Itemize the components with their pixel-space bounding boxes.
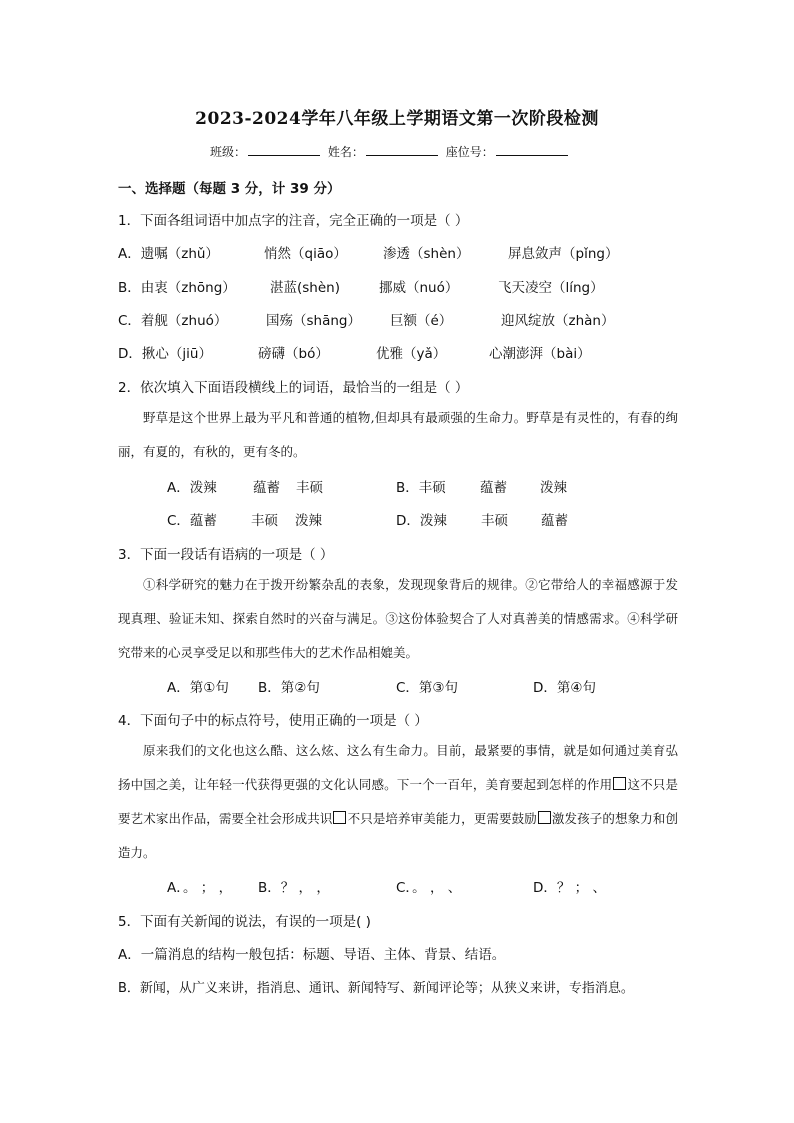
q2-b-3: 泼辣 <box>540 480 567 496</box>
q4-passage-d: 激发孩子的想象力和创造力。 <box>118 811 678 860</box>
q1-c-3: 巨额（é） <box>390 313 453 329</box>
q1-d-1: D．揪心（jiū） <box>118 346 212 362</box>
q2-c-1: C．蕴蓄 <box>167 513 217 529</box>
q1-a-3: 渗透（shèn） <box>383 246 470 262</box>
q1-a-1: A．遗嘱（zhǔ） <box>118 246 219 262</box>
name-label: 姓名： <box>327 145 364 159</box>
q2-d-3: 蕴蓄 <box>541 513 568 529</box>
q1-a-4: 屏息敛声（pǐng） <box>508 246 619 262</box>
name-blank[interactable] <box>366 143 438 156</box>
q4-passage-c: 不只是培养审美能力，更需要鼓励 <box>347 811 537 826</box>
class-label: 班级： <box>210 145 247 159</box>
q1-b-1: B．由衷（zhōng） <box>118 280 236 296</box>
q3-passage <box>118 568 678 670</box>
q1-d-2: 磅礴（bó） <box>258 346 329 362</box>
q2-passage-text: 野草是这个世界上最为平凡和普通的植物,但却具有最顽强的生命力。野草是有灵性的，有春的绚丽，有夏的，有秋的，更有冬的。 <box>118 410 678 459</box>
blank-box-icon <box>613 777 626 790</box>
q1-c-4: 迎风绽放（zhàn） <box>501 313 615 329</box>
q2-d-1: D．泼辣 <box>396 513 447 529</box>
section-heading: 一、选择题（每题 3 分，计 39 分） <box>118 181 341 197</box>
q2-d-2: 丰硕 <box>481 513 508 529</box>
q1-d-3: 优雅（yǎ） <box>376 346 447 362</box>
q4-stem: 4．下面句子中的标点符号，使用正确的一项是（ ） <box>118 713 428 729</box>
q3-option-c: C．第③句 <box>396 680 459 696</box>
q2-c-3: 泼辣 <box>295 513 322 529</box>
q5-option-a: A．一篇消息的结构一般包括：标题、导语、主体、背景、结语。 <box>118 947 506 963</box>
q4-option-b: B．？ ， ， <box>258 880 330 896</box>
student-info-line <box>210 143 572 160</box>
class-blank[interactable] <box>248 143 320 156</box>
q4-passage <box>118 734 678 870</box>
q3-passage-text: ①科学研究的魅力在于拨开纷繁杂乱的表象，发现现象背后的规律。②它带给人的幸福感源于发现真理、验证未知、探索自然时的兴奋与满足。③这份体验契合了人对真善美的情感需求。④科学研究带来的心灵享受足以和那些伟大的艺术作品相媲美。 <box>118 577 678 660</box>
q1-c-1: C．着舰（zhuó） <box>118 313 228 329</box>
q2-passage <box>118 401 678 469</box>
q3-stem: 3．下面一段话有语病的一项是（ ） <box>118 547 334 563</box>
q2-b-1: B．丰硕 <box>396 480 446 496</box>
q5-option-b: B．新闻，从广义来讲，指消息、通讯、新闻特写、新闻评论等；从狭义来讲，专指消息。 <box>118 981 634 996</box>
q2-a-3: 丰硕 <box>296 480 323 496</box>
q2-stem: 2．依次填入下面语段横线上的词语，最恰当的一组是（ ） <box>118 380 469 396</box>
q1-d-4: 心潮澎湃（bài） <box>489 346 591 362</box>
blank-box-icon <box>538 811 551 824</box>
q3-option-b: B．第②句 <box>258 680 320 696</box>
seat-blank[interactable] <box>496 143 568 156</box>
q1-a-2: 悄然（qiāo） <box>264 246 347 262</box>
q2-a-2: 蕴蓄 <box>253 480 280 496</box>
seat-label: 座位号： <box>445 145 494 159</box>
q1-b-2: 湛蓝(shèn) <box>270 280 340 296</box>
q1-c-2: 国殇（shāng） <box>266 313 361 329</box>
q3-option-d: D．第④句 <box>533 680 596 696</box>
q5-stem: 5．下面有关新闻的说法，有误的一项是( ) <box>118 914 371 930</box>
q2-b-2: 蕴蓄 <box>480 480 507 496</box>
q4-passage-a: 原来我们的文化也这么酷、这么炫、这么有生命力。目前，最紧要的事情，就是如何通过美育弘扬中国之美，让年轻一代获得更强的文化认同感。下一个一百年，美育要起到怎样的作用 <box>118 743 678 792</box>
q2-a-1: A．泼辣 <box>167 480 217 496</box>
q4-option-c: C．。 ， 、 <box>396 880 462 896</box>
q4-passage-b: 这不只是要艺术家出作品，需要全社会形成共识 <box>118 777 678 826</box>
q3-option-a: A．第①句 <box>167 680 229 696</box>
q4-option-a: A．。 ； ， <box>167 880 233 896</box>
q4-option-d: D．？ ； 、 <box>533 880 606 896</box>
q4-passage-text <box>118 734 678 870</box>
q2-c-2: 丰硕 <box>251 513 278 529</box>
q1-stem: 1．下面各组词语中加点字的注音，完全正确的一项是（ ） <box>118 213 469 229</box>
blank-box-icon <box>333 811 346 824</box>
q1-b-4: 飞天凌空（líng） <box>498 280 604 296</box>
page-title: 2023-2024学年八年级上学期语文第一次阶段检测 <box>195 109 599 129</box>
q1-b-3: 挪威（nuó） <box>379 280 459 296</box>
